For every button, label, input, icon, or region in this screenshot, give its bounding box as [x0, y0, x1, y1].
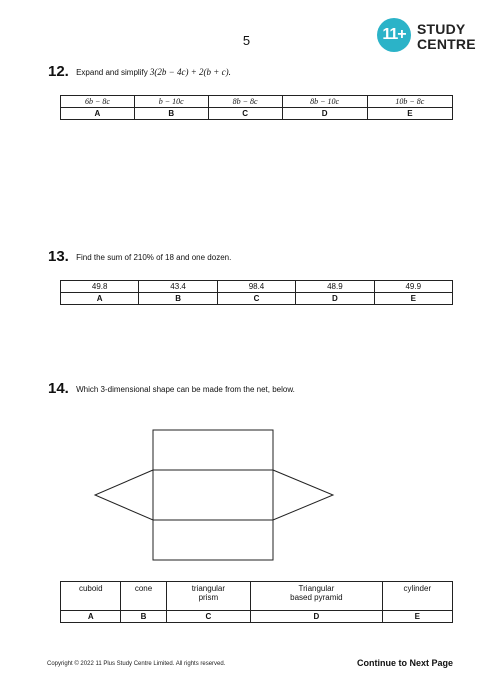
option-letter[interactable]: D [282, 108, 367, 120]
option-cell[interactable]: b − 10c [134, 96, 208, 108]
option-text: prism [198, 593, 219, 602]
question-number: 14. [48, 380, 69, 397]
option-cell[interactable]: 49.9 [374, 281, 452, 293]
question-text: Find the sum of 210% of 18 and one dozen. [76, 253, 232, 262]
answer-table-12 [60, 95, 453, 120]
option-cell[interactable]: 8b − 8c [208, 96, 282, 108]
option-letter[interactable]: A [61, 293, 139, 305]
logo-line-1: STUDY [417, 21, 466, 37]
option-text: Triangular [298, 584, 335, 593]
option-cell[interactable] [251, 582, 383, 611]
option-letter[interactable]: B [139, 293, 217, 305]
option-letter[interactable]: D [251, 611, 383, 623]
net-triangle-right [273, 470, 333, 520]
option-text: based pyramid [290, 593, 343, 602]
option-cell[interactable]: 10b − 8c [367, 96, 452, 108]
option-cell[interactable] [121, 582, 166, 611]
continue-to-next-page: Continue to Next Page [357, 658, 454, 668]
option-cell[interactable]: 98.4 [217, 281, 295, 293]
question-12 [48, 63, 231, 80]
option-letter[interactable]: B [121, 611, 166, 623]
net-face-middle [153, 470, 273, 520]
net-triangle-left [95, 470, 153, 520]
option-text: cone [134, 584, 153, 593]
answer-table-13 [60, 280, 453, 305]
option-letter[interactable]: E [374, 293, 452, 305]
option-letter[interactable]: C [208, 108, 282, 120]
option-cell[interactable] [166, 582, 251, 611]
option-text: cylinder [403, 584, 432, 593]
option-cell[interactable]: 48.9 [296, 281, 374, 293]
option-letter[interactable]: A [61, 108, 135, 120]
option-letter[interactable]: C [217, 293, 295, 305]
triangular-prism-net-diagram [90, 428, 350, 568]
option-cell[interactable]: 43.4 [139, 281, 217, 293]
option-cell[interactable]: 6b − 8c [61, 96, 135, 108]
option-letter[interactable]: C [166, 611, 251, 623]
answer-table-14 [60, 581, 453, 623]
option-cell[interactable] [382, 582, 452, 611]
question-text: Expand and simplify [76, 68, 148, 77]
option-letter[interactable]: A [61, 611, 121, 623]
option-cell[interactable]: 8b − 10c [282, 96, 367, 108]
option-letter[interactable]: D [296, 293, 374, 305]
option-text: triangular [191, 584, 226, 593]
option-letter[interactable]: E [382, 611, 452, 623]
net-face-bottom [153, 520, 273, 560]
question-expression: 3(2b − 4c) + 2(b + c). [149, 67, 231, 77]
study-centre-logo [377, 16, 483, 56]
question-text: Which 3-dimensional shape can be made from the net, below. [76, 385, 295, 394]
copyright-notice: Copyright © 2022 11 Plus Study Centre Limited. All rights reserved. [47, 661, 226, 667]
option-letter[interactable]: B [134, 108, 208, 120]
option-cell[interactable]: 49.8 [61, 281, 139, 293]
question-13 [48, 248, 231, 265]
logo-badge: 11+ [377, 18, 411, 52]
question-number: 13. [48, 248, 69, 265]
question-number: 12. [48, 63, 69, 80]
option-text: cuboid [78, 584, 103, 593]
question-14 [48, 380, 295, 397]
option-letter[interactable]: E [367, 108, 452, 120]
net-face-top [153, 430, 273, 470]
page-number: 5 [242, 33, 251, 48]
option-cell[interactable] [61, 582, 121, 611]
logo-line-2: CENTRE [417, 36, 476, 52]
